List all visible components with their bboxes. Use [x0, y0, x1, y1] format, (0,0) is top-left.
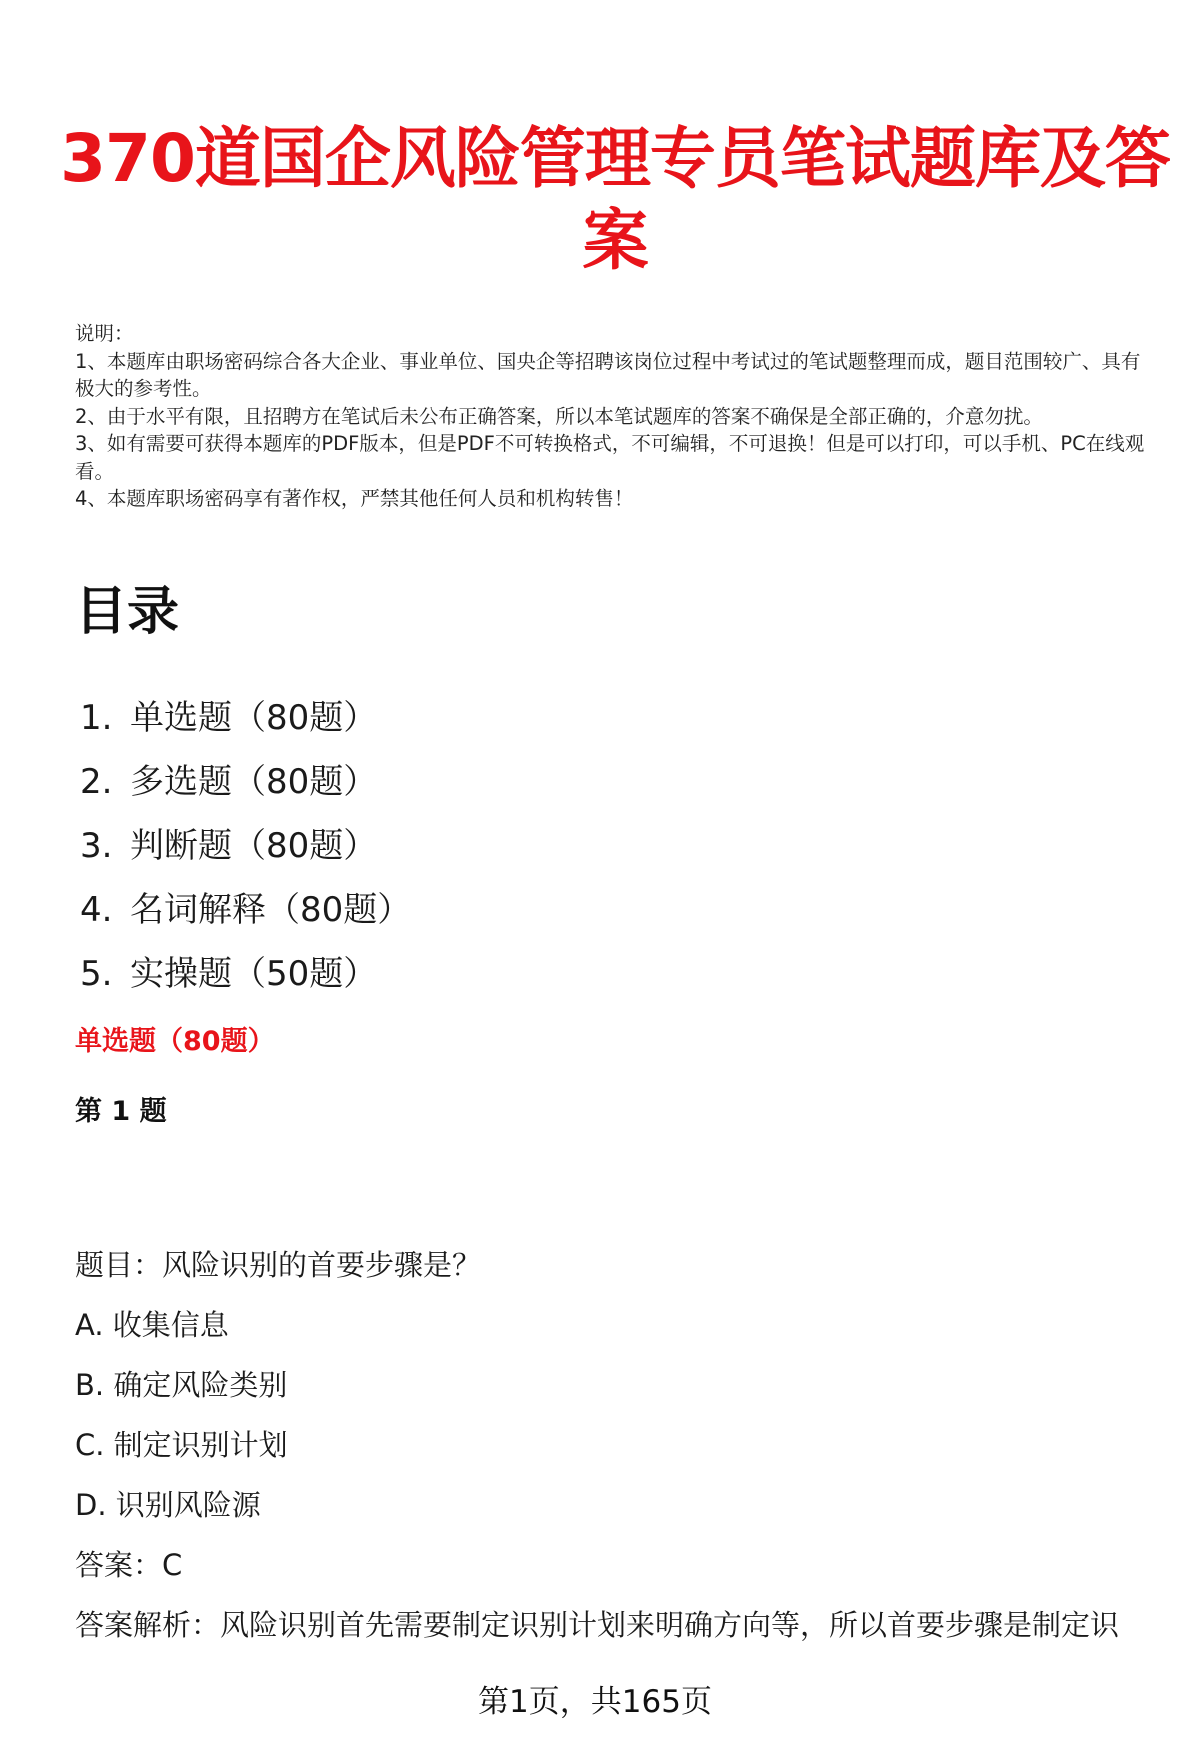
- notes-item: 1、本题库由职场密码综合各大企业、事业单位、国央企等招聘该岗位过程中考试过的笔试题整理而成，题目范围较广、具有极大的参考性。: [75, 349, 1141, 400]
- toc-item[interactable]: [80, 750, 411, 814]
- answer: 答案：C: [75, 1548, 183, 1582]
- notes-block: [75, 320, 1155, 513]
- notes-item: 3、如有需要可获得本题库的PDF版本，但是PDF不可转换格式，不可编辑，不可退换！但是可以打印，可以手机、PC在线观看。: [75, 432, 1145, 483]
- toc-item[interactable]: [80, 686, 411, 750]
- document-title: 370道国企风险管理专员笔试题库及答案: [60, 120, 1170, 279]
- section-heading: 单选题（80题）: [75, 1026, 275, 1057]
- question-stem: 题目：风险识别的首要步骤是？: [75, 1248, 482, 1282]
- question-number: 第 1 题: [75, 1096, 167, 1127]
- toc-item[interactable]: [80, 814, 411, 878]
- option-b: B. 确定风险类别: [75, 1368, 288, 1402]
- toc-item[interactable]: [80, 878, 411, 942]
- toc-item-label: 单选题（80题）: [130, 698, 378, 738]
- toc-item-number: 3.: [80, 826, 113, 866]
- toc-item-label: 名词解释（80题）: [130, 890, 412, 930]
- toc-item-number: 1.: [80, 698, 113, 738]
- toc-item-label: 实操题（50题）: [130, 954, 378, 994]
- notes-item: 4、本题库职场密码享有著作权，严禁其他任何人员和机构转售！: [75, 487, 634, 510]
- notes-item: 2、由于水平有限，且招聘方在笔试后未公布正确答案，所以本笔试题库的答案不确保是全部正确的，介意勿扰。: [75, 404, 1043, 428]
- question-block: [75, 1245, 1165, 1665]
- toc-item-number: 4.: [80, 890, 113, 930]
- option-a: A. 收集信息: [75, 1308, 229, 1342]
- toc-item-label: 判断题（80题）: [130, 826, 378, 866]
- option-c: C. 制定识别计划: [75, 1428, 288, 1462]
- notes-label: 说明：: [75, 322, 134, 345]
- toc-item-number: 5.: [80, 954, 113, 994]
- toc-item-number: 2.: [80, 762, 113, 802]
- toc-list: [80, 686, 411, 1006]
- page-indicator: 第1页，共165页: [478, 1684, 712, 1720]
- toc-heading: 目录: [75, 582, 180, 642]
- toc-item[interactable]: [80, 942, 411, 1006]
- answer-explanation: 答案解析：风险识别首先需要制定识别计划来明确方向等，所以首要步骤是制定识: [75, 1608, 1120, 1642]
- toc-item-label: 多选题（80题）: [130, 762, 378, 802]
- option-d: D. 识别风险源: [75, 1488, 261, 1522]
